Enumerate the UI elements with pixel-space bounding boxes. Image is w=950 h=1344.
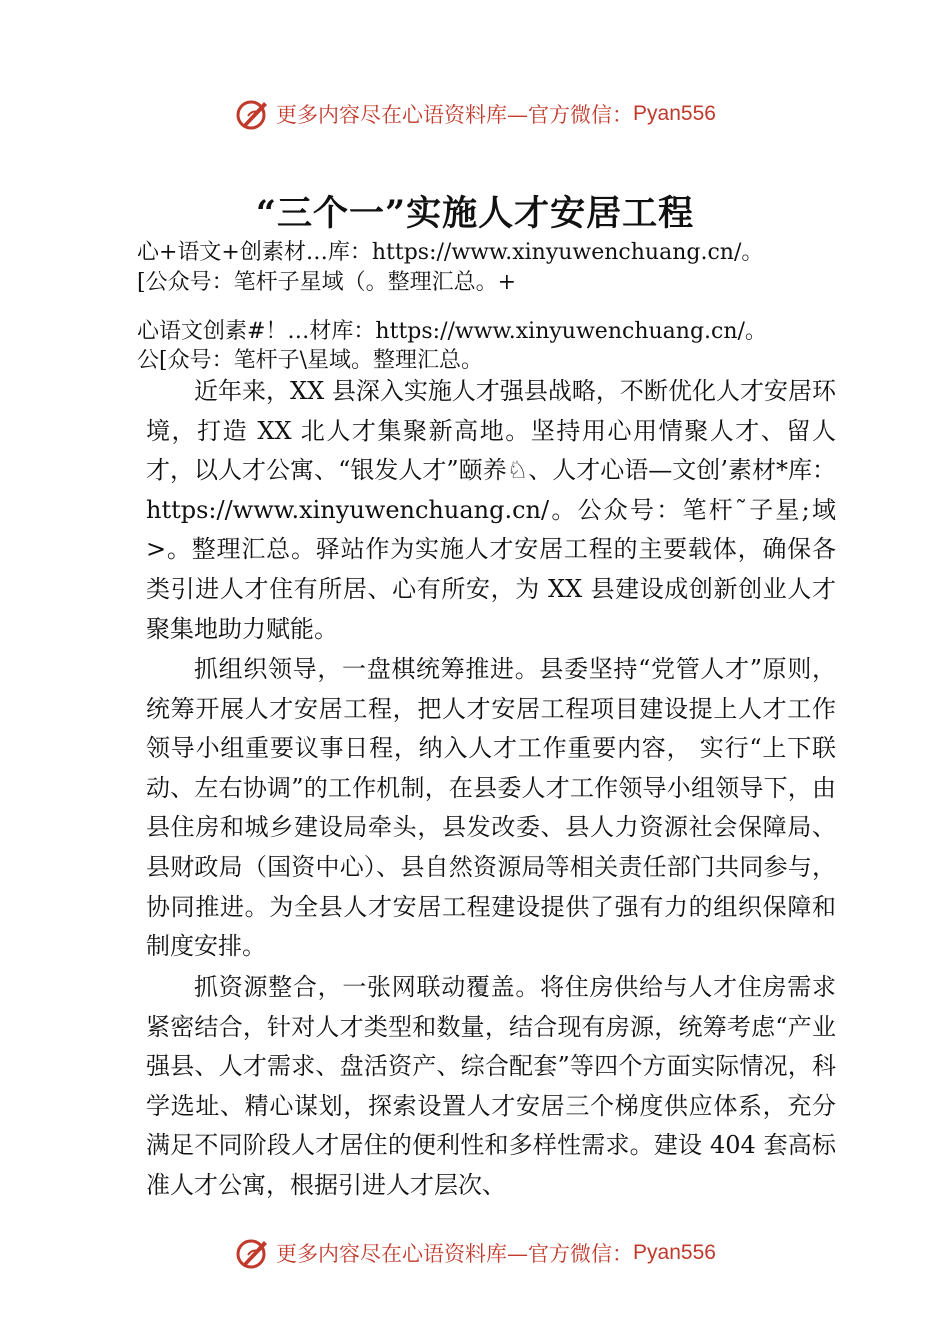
header-banner [0, 94, 950, 134]
footer-banner [0, 1233, 950, 1273]
watermark-line: [公众号：笔杆子星域（。整理汇总。+ [137, 270, 517, 295]
banner-wechat-id: Pyan556 [633, 102, 716, 125]
pen-logo-icon [234, 1235, 270, 1271]
watermark-line: 心+语文+创素材…库：https://www.xinyuwenchuang.cn/。 [137, 240, 764, 265]
pen-logo-icon [234, 96, 270, 132]
banner-text: 更多内容尽在心语资料库—官方微信： [276, 1242, 634, 1266]
banner-wechat-id: Pyan556 [633, 1241, 716, 1264]
paragraph-intro: 近年来，XX 县深入实施人才强县战略，不断优化人才安居环境，打造 XX 北人才集聚新高地。坚持用心用情聚人才、留人才，以人才公寓、“银发人才”颐养♘、人才心语—文创’素材*库：https://www.xinyuwenchuang.cn/。公众号：笔杆˜子星;域>。整理汇总。驿站作为实施人才安居工程的主要载体，确保各类引进人才住有所居、心有所安，为 XX 县建设成创新创业人才聚集地助力赋能。 [146, 377, 836, 643]
paragraph-organization: 抓组织领导，一盘棋统筹推进。县委坚持“党管人才”原则，统筹开展人才安居工程，把人才安居工程项目建设提上人才工作领导小组重要议事日程，纳入人才工作重要内容， 实行“上下联动、左右协调”的工作机制，在县委人才工作领导小组领导下，由县住房和城乡建设局牵头，县发改委、县人力资源社会保障局、县财政局（国资中心）、县自然资源局等相关责任部门共同参与，协同推进。为全县人才安居工程建设提供了强有力的组织保障和制度安排。 [146, 655, 836, 961]
watermark-line: 心语文创素#！…材库：https://www.xinyuwenchuang.cn/。 [137, 319, 767, 344]
paragraph-resources: 抓资源整合，一张网联动覆盖。将住房供给与人才住房需求紧密结合，针对人才类型和数量，结合现有房源，统筹考虑“产业强县、人才需求、盘活资产、综合配套”等四个方面实际情况，科学选址、精心谋划，探索设置人才安居三个梯度供应体系，充分满足不同阶段人才居住的便利性和多样性需求。建设 404 套高标准人才公寓，根据引进人才层次、 [146, 973, 836, 1199]
banner-text: 更多内容尽在心语资料库—官方微信： [276, 103, 634, 127]
watermark-line: 公[众号：笔杆子\星域。整理汇总。 [137, 348, 483, 373]
document-title: “三个一”实施人才安居工程 [255, 193, 695, 234]
